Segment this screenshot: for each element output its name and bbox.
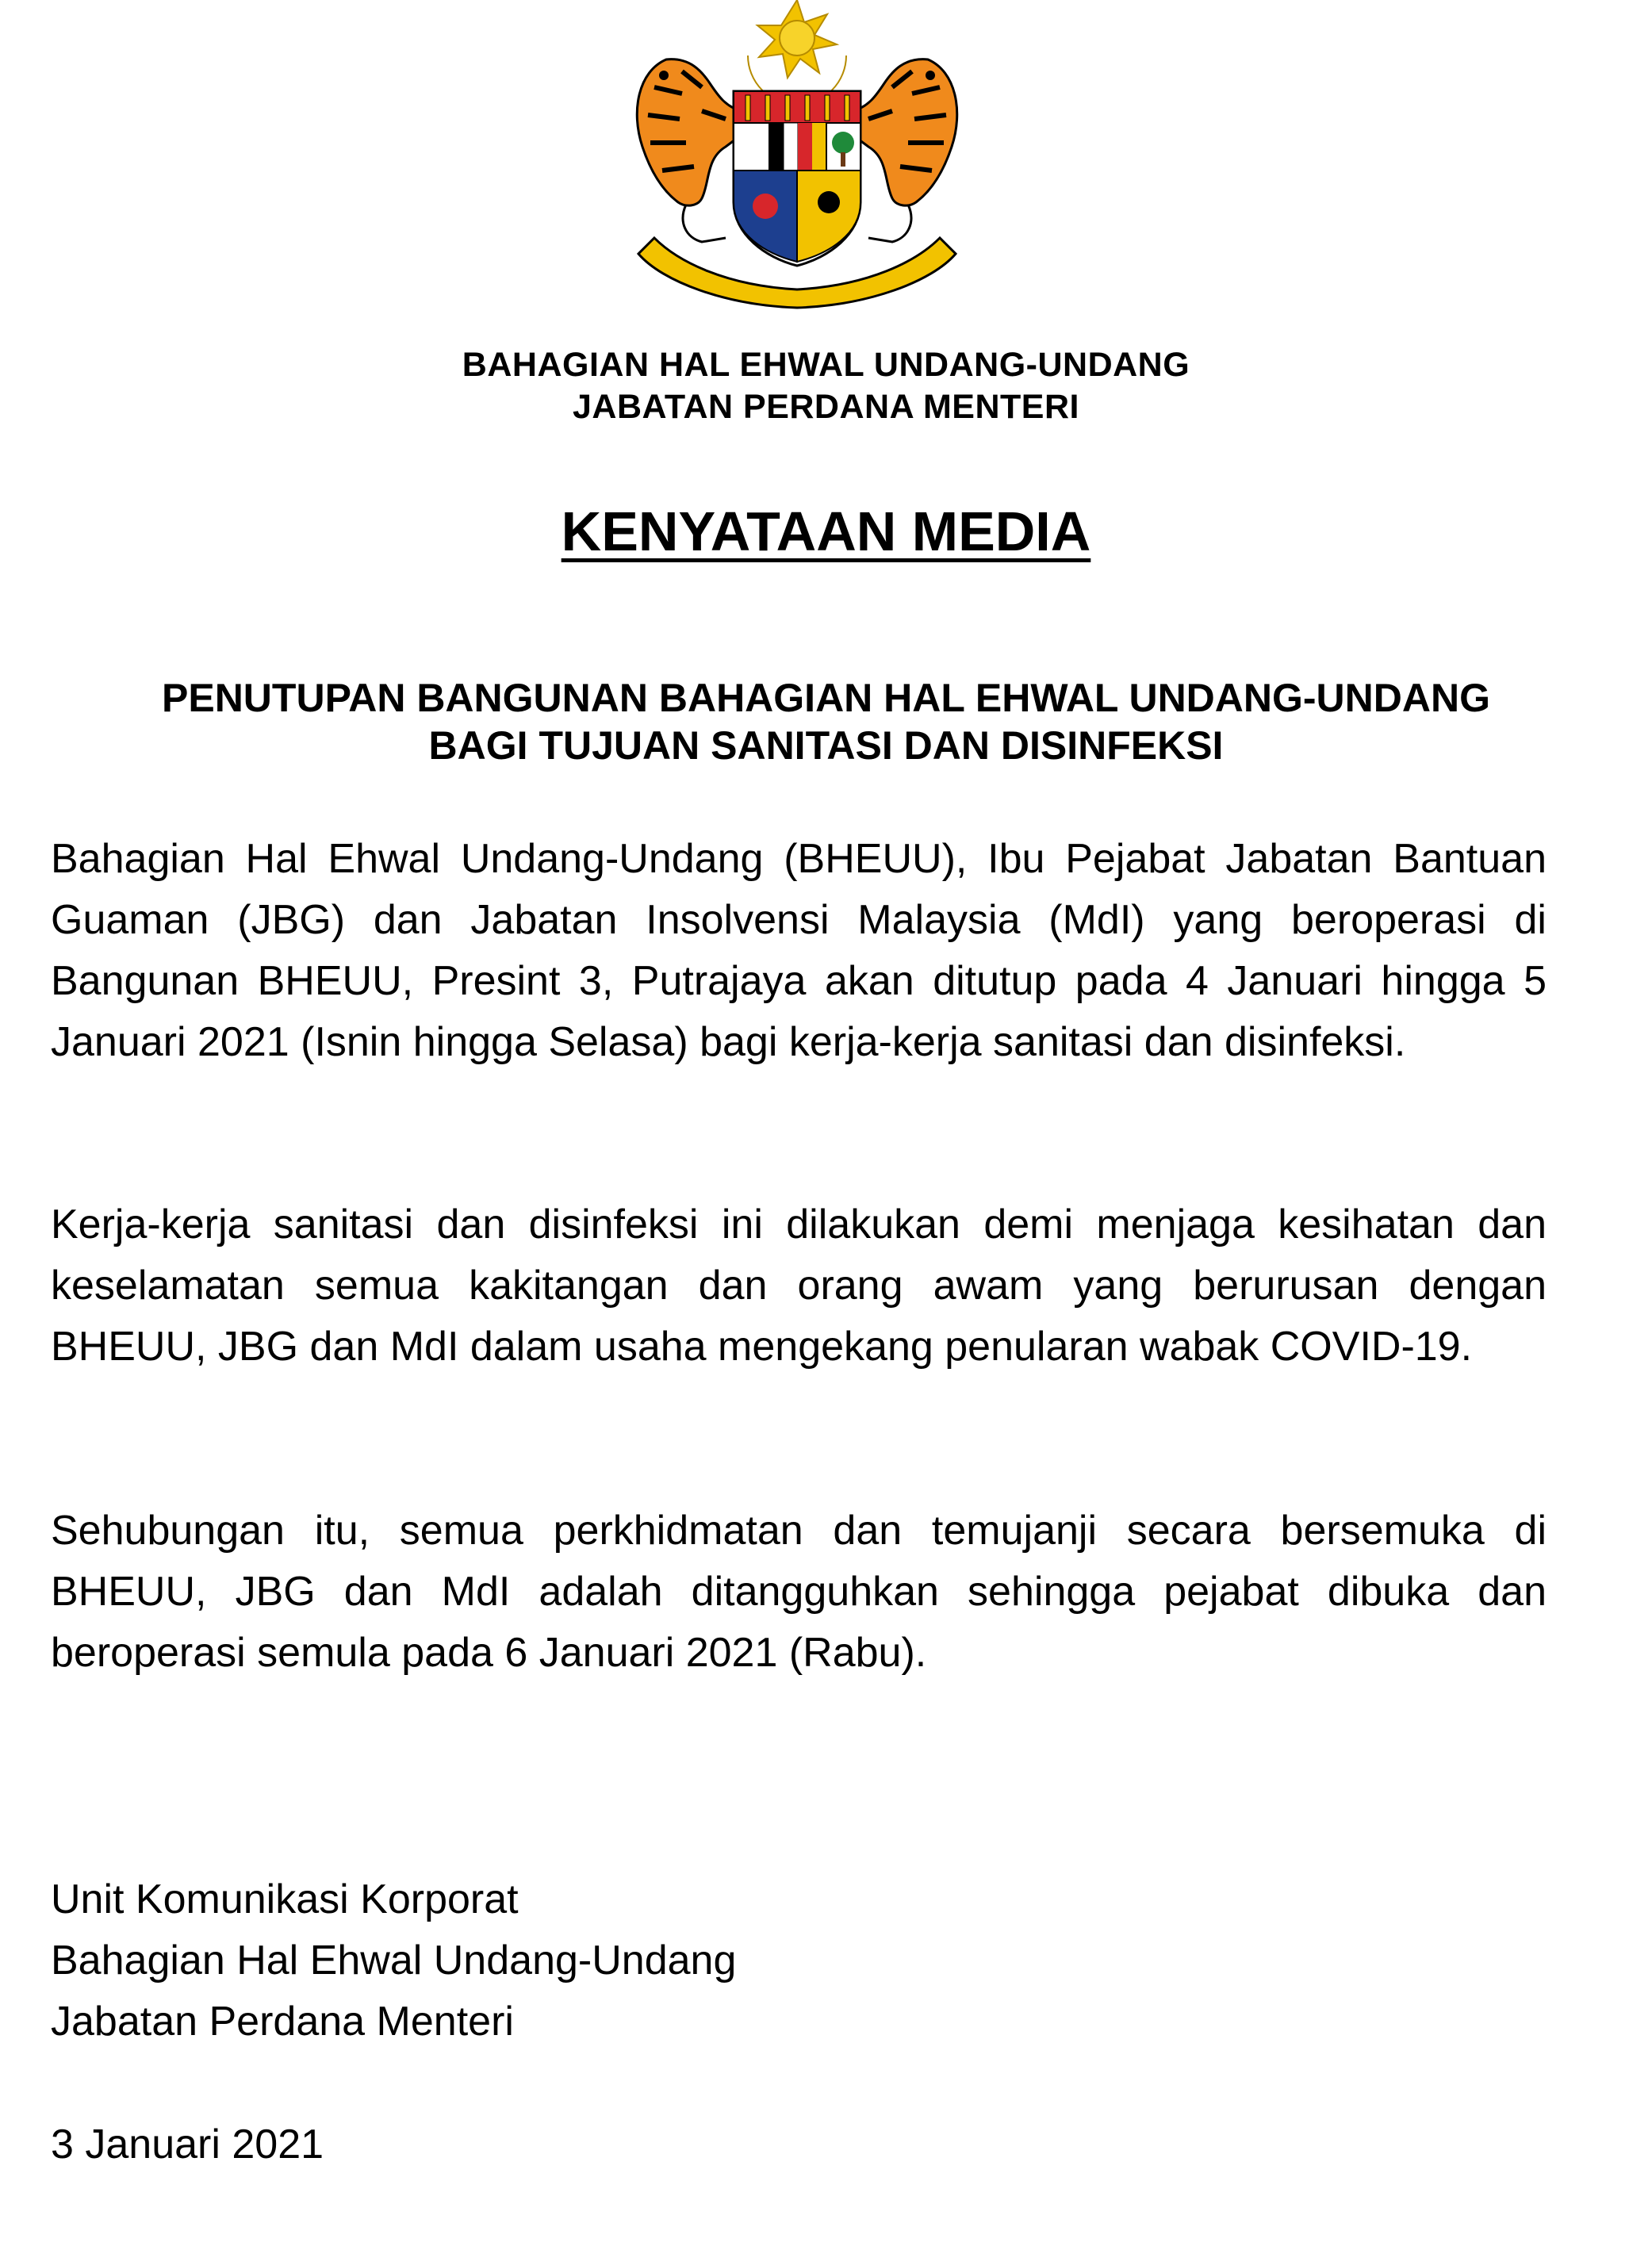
document-title: KENYATAAN MEDIA bbox=[561, 500, 1091, 562]
org-name-line-2: JABATAN PERDANA MENTERI bbox=[573, 388, 1079, 426]
signature-unit: Unit Komunikasi Korporat bbox=[51, 1876, 519, 1922]
org-name-line-1: BAHAGIAN HAL EHWAL UNDANG-UNDANG bbox=[462, 346, 1190, 384]
paragraph-closure-notice: Bahagian Hal Ehwal Undang-Undang (BHEUU), Ibu Pejabat Jabatan Bantuan Guaman (JBG) dan Jabatan Insolvensi Malaysia (MdI) yang beroperasi di Bangunan BHEUU, Presint 3, Putrajaya akan ditutup pada 4 Januari hingga 5 Januari 2021 (Isnin hingga Selasa) bagi kerja-kerja sanitasi dan disinfeksi. bbox=[51, 836, 1547, 1065]
document-subject: PENUTUPAN BANGUNAN BAHAGIAN HAL EHWAL UNDANG-UNDANG BAGI TUJUAN SANITASI DAN DISINFEKSI bbox=[162, 676, 1490, 768]
federal-star-icon bbox=[757, 0, 837, 78]
paragraph-purpose: Kerja-kerja sanitasi dan disinfeksi ini dilakukan demi menjaga kesihatan dan keselamatan semua kakitangan dan orang awam yang berurusan dengan BHEUU, JBG dan MdI dalam usaha mengekang penularan wabak COVID-19. bbox=[51, 1202, 1547, 1370]
signature-division: Bahagian Hal Ehwal Undang-Undang bbox=[51, 1937, 737, 1983]
paragraph-services-postponed: Sehubungan itu, semua perkhidmatan dan temujanji secara bersemuka di BHEUU, JBG dan MdI adalah ditangguhkan sehingga pejabat dibuka dan beroperasi semula pada 6 Januari 2021 (Rabu). bbox=[51, 1508, 1547, 1676]
right-tiger-icon bbox=[853, 59, 957, 242]
coat-of-arms-emblem bbox=[607, 0, 987, 309]
shield-icon bbox=[734, 91, 860, 266]
document-date: 3 Januari 2021 bbox=[51, 2121, 324, 2167]
left-tiger-icon bbox=[637, 59, 742, 242]
signature-department: Jabatan Perdana Menteri bbox=[51, 1999, 514, 2045]
